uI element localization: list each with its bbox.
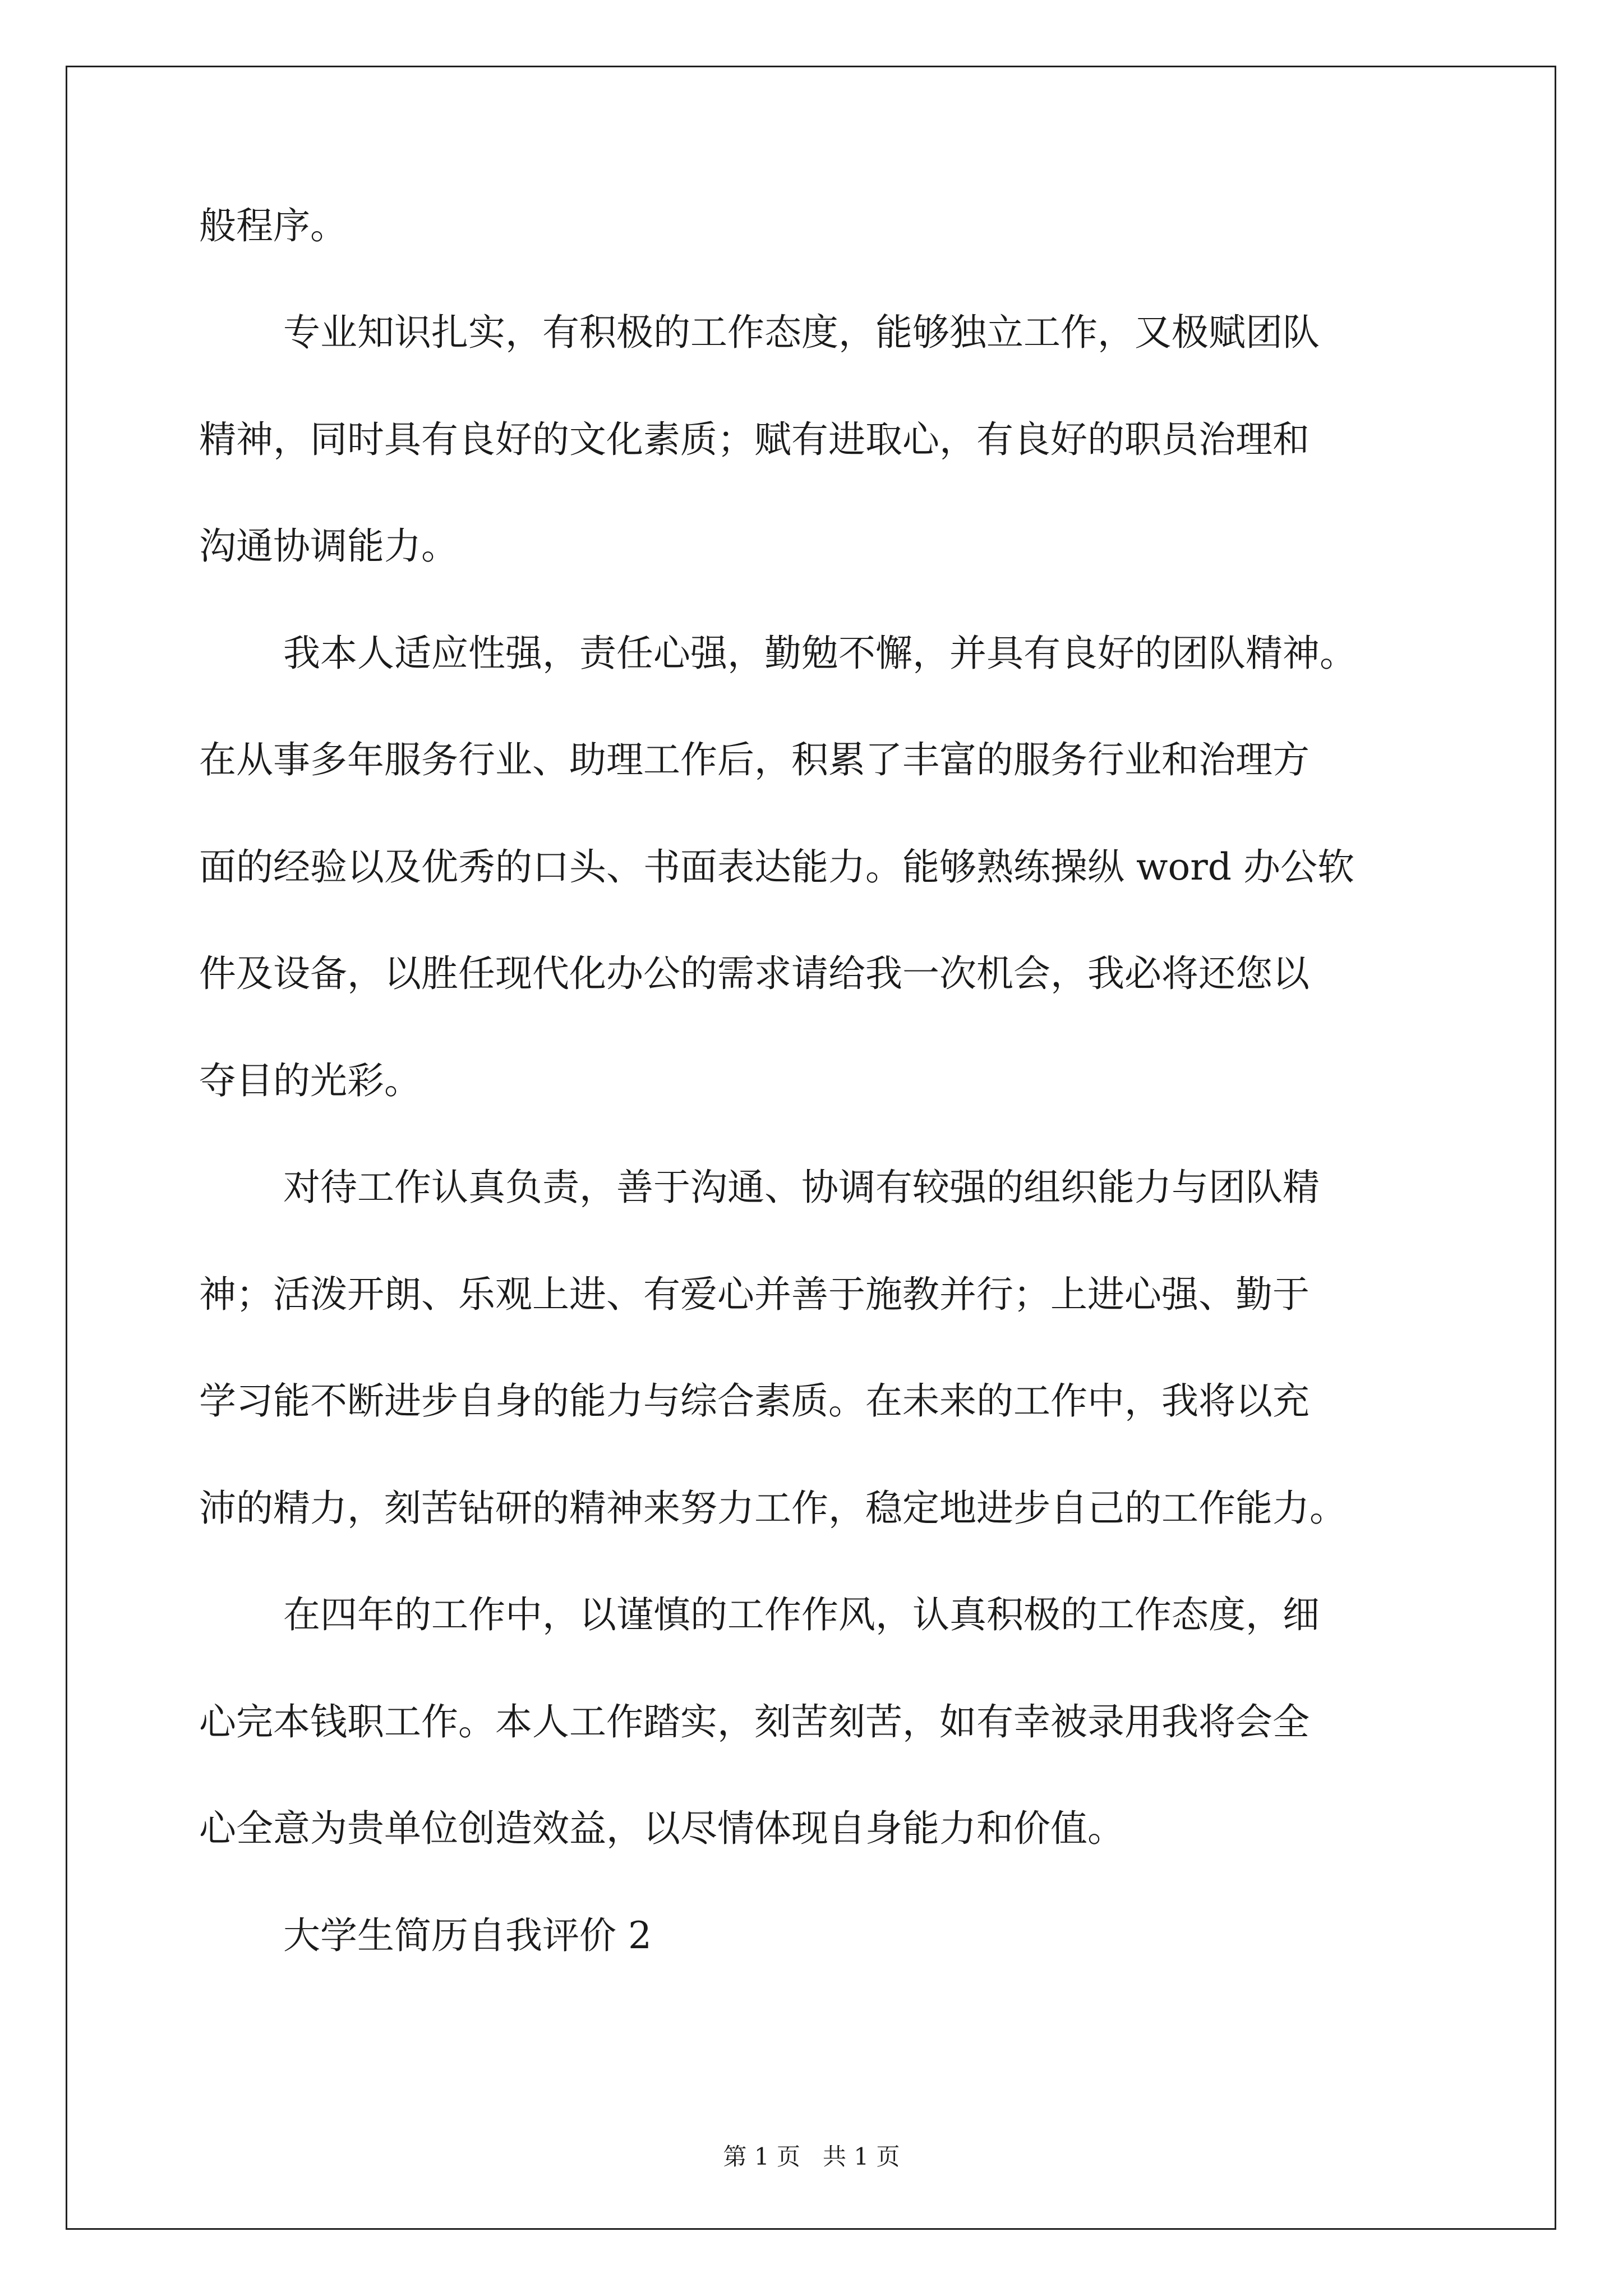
text-line: 夺目的光彩。 (199, 1059, 421, 1102)
text-line: 精神，同时具有良好的文化素质；赋有进取心，有良好的职员治理和 (199, 418, 1310, 461)
page-footer: 第 1 页 共 1 页 (723, 2143, 900, 2170)
text-line: 我本人适应性强，责任心强，勤勉不懈，并具有良好的团队精神。 (283, 632, 1357, 675)
text-line: 件及设备，以胜任现代化办公的需求请给我一次机会，我必将还您以 (199, 952, 1310, 995)
text-line: 心全意为贵单位创造效益，以尽情体现自身能力和价值。 (199, 1807, 1124, 1850)
text-line: 在从事多年服务行业、助理工作后，积累了丰富的服务行业和治理方 (199, 738, 1310, 781)
text-line: 般程序。 (199, 204, 347, 247)
text-line: 面的经验以及优秀的口头、书面表达能力。能够熟练操纵 word 办公软 (199, 845, 1354, 889)
text-line: 神；活泼开朗、乐观上进、有爱心并善于施教并行；上进心强、勤于 (199, 1273, 1310, 1316)
text-line: 学习能不断进步自身的能力与综合素质。在未来的工作中，我将以充 (199, 1379, 1310, 1423)
text-line: 专业知识扎实，有积极的工作态度，能够独立工作，又极赋团队 (283, 311, 1320, 354)
text-line: 对待工作认真负责，善于沟通、协调有较强的组织能力与团队精 (283, 1166, 1320, 1209)
text-line: 沟通协调能力。 (199, 524, 458, 568)
text-line: 心完本钱职工作。本人工作踏实，刻苦刻苦，如有幸被录用我将会全 (199, 1700, 1310, 1743)
page-frame (66, 66, 1556, 2230)
section-heading: 大学生简历自我评价 2 (283, 1914, 652, 1957)
text-line: 沛的精力，刻苦钻研的精神来努力工作，稳定地进步自己的工作能力。 (199, 1487, 1347, 1530)
text-line: 在四年的工作中，以谨慎的工作作风，认真积极的工作态度，细 (283, 1593, 1320, 1636)
